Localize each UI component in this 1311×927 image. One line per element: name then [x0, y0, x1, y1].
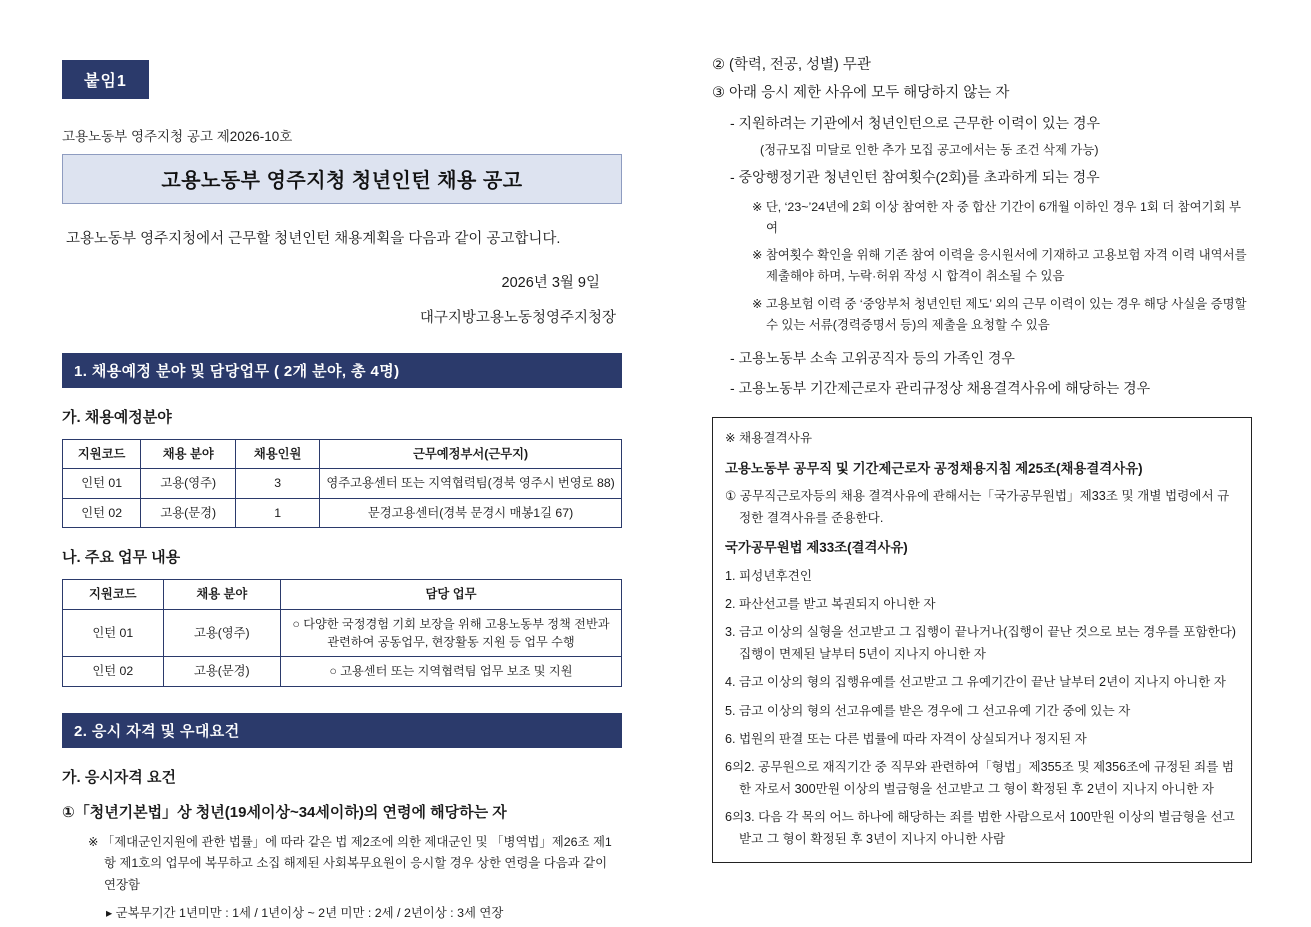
box-heading: ※ 채용결격사유: [725, 431, 813, 446]
issuing-organization: 대구지방고용노동청영주지청장: [419, 309, 616, 326]
qualification-item-1-subnote: ▸ 군복무기간 1년미만 : 1세 / 1년이상 ~ 2년 미만 : 2세 / 2년이상 : 3세 연장: [106, 905, 504, 920]
restriction-2: - 중앙행정기관 청년인턴 참여횟수(2회)를 초과하게 되는 경우: [730, 169, 1100, 186]
cell-duty: [280, 609, 621, 657]
col-header-code: 지원코드: [63, 580, 164, 609]
cell-count: 3: [236, 469, 320, 498]
section-1a-heading: 가. 채용예정분야: [62, 408, 172, 426]
qualification-item-1: ①「청년기본법」상 청년(19세이상~34세이하)의 연령에 해당하는 자: [62, 803, 507, 821]
section-2a-heading: 가. 응시자격 요건: [62, 768, 176, 786]
cell-count: 1: [236, 498, 320, 527]
duty-line: ○ 다양한 국정경험 기회 보장을 위해 고용노동부 정책 전반과: [292, 616, 610, 631]
cell-code: 인턴 02: [63, 498, 141, 527]
col-header-code: 지원코드: [63, 439, 141, 468]
section-1b-heading: 나. 주요 업무 내용: [62, 549, 181, 567]
cell-field: 고용(문경): [163, 657, 280, 686]
notice-date: 2026년 3월 9일: [501, 274, 600, 291]
box-paragraph-1: ① 공무직근로자등의 채용 결격사유에 관해서는「국가공무원법」제33조 및 개별 법령에서 규정한 결격사유를 준용한다.: [725, 489, 1230, 525]
cell-field: 고용(문경): [141, 498, 236, 527]
restriction-1-note: (정규모집 미달로 인한 추가 모집 공고에서는 동 조건 삭제 가능): [760, 142, 1099, 157]
box-list-item: 5. 금고 이상의 형의 선고유예를 받은 경우에 그 선고유예 기간 중에 있는 자: [725, 703, 1131, 718]
restriction-2-note-3: ※ 고용보험 이력 중 ‘중앙부처 청년인턴 제도’ 외의 근무 이력이 있는 경우 해당 사실을 증명할 수 있는 서류(경력증명서 등)의 제출을 요청할 수 있음: [752, 296, 1247, 332]
box-guideline-title: 고용노동부 공무직 및 기간제근로자 공정채용지침 제25조(채용결격사유): [725, 460, 1143, 476]
duty-line: ○ 고용센터 또는 지역협력팀 업무 보조 및 지원: [329, 664, 573, 679]
restriction-2-note-2: ※ 참여횟수 확인을 위해 기존 참여 이력을 응시원서에 기재하고 고용보험 자격 이력 내역서를 제출해야 하며, 누락·허위 작성 시 합격이 취소될 수 있음: [752, 248, 1247, 284]
col-header-field: 채용 분야: [163, 580, 280, 609]
left-column: [62, 60, 622, 924]
box-list-item: 1. 피성년후견인: [725, 568, 812, 583]
box-list-item: 3. 금고 이상의 실형을 선고받고 그 집행이 끝나거나(집행이 끝난 것으로 보는 경우를 포함한다) 집행이 면제된 날부터 5년이 지나지 아니한 자: [725, 625, 1237, 661]
section-1-heading: 1. 채용예정 분야 및 담당업무 ( 2개 분야, 총 4명): [62, 353, 622, 388]
box-list-item: 4. 금고 이상의 형의 집행유예를 선고받고 그 유예기간이 끝난 날부터 2년이 지나지 아니한 자: [725, 675, 1226, 690]
disqualification-box: [712, 417, 1252, 863]
cell-code: 인턴 01: [63, 469, 141, 498]
cell-code: 인턴 01: [63, 609, 164, 657]
cell-field: 고용(영주): [163, 609, 280, 657]
cell-code: 인턴 02: [63, 657, 164, 686]
restriction-1: - 지원하려는 기관에서 청년인턴으로 근무한 이력이 있는 경우: [730, 115, 1100, 132]
col-header-field: 채용 분야: [141, 439, 236, 468]
restriction-4: - 고용노동부 기간제근로자 관리규정상 채용결격사유에 해당하는 경우: [730, 379, 1151, 396]
col-header-duty: 담당 업무: [280, 580, 621, 609]
box-law-title: 국가공무원법 제33조(결격사유): [725, 540, 908, 556]
table-row: [63, 657, 622, 686]
duty-table: [62, 579, 622, 686]
table-header-row: [63, 439, 622, 468]
qualification-item-2: ② (학력, 전공, 성별) 무관: [712, 57, 871, 73]
cell-duty: [280, 657, 621, 686]
box-list-item: 6. 법원의 판결 또는 다른 법률에 따라 자격이 상실되거나 정지된 자: [725, 731, 1087, 746]
table-row: [63, 609, 622, 657]
page-title: 고용노동부 영주지청 청년인턴 채용 공고: [161, 170, 523, 192]
cell-workplace: 영주고용센터 또는 지역협력팀(경북 영주시 번영로 88): [320, 469, 622, 498]
document-title-box: [62, 154, 622, 204]
duty-line: 관련하여 공동업무, 현장활동 지원 등 업무 수행: [327, 634, 575, 649]
col-header-workplace: 근무예정부서(근무지): [320, 439, 622, 468]
notice-number: 고용노동부 영주지청 공고 제2026-10호: [62, 129, 293, 144]
cell-workplace: 문경고용센터(경북 문경시 매봉1길 67): [320, 498, 622, 527]
cell-field: 고용(영주): [141, 469, 236, 498]
qualification-item-3: ③ 아래 응시 제한 사유에 모두 해당하지 않는 자: [712, 84, 1010, 101]
qualification-item-1-note: ※ 「제대군인지원에 관한 법률」에 따라 같은 법 제2조에 의한 제대군인 및 「병역법」제26조 제1항 제1호의 업무에 복무하고 소집 해제된 사회복무요원이 응시할 경우 상한 연령을 다음과 같이 연장함: [88, 834, 612, 892]
restriction-2-note-1: ※ 단, ‘23~’24년에 2회 이상 참여한 자 중 합산 기간이 6개월 이하인 경우 1회 더 참여기회 부여: [752, 200, 1241, 236]
table-row: [63, 498, 622, 527]
box-list-item: 2. 파산선고를 받고 복권되지 아니한 자: [725, 596, 936, 611]
box-list-item: 6의2. 공무원으로 재직기간 중 직무와 관련하여「형법」제355조 및 제356조에 규정된 죄를 범한 자로서 300만원 이상의 벌금형을 선고받고 그 형이 확정된 후 2년이 지나지 아니한 자: [725, 760, 1235, 796]
box-list-item: 6의3. 다음 각 목의 어느 하나에 해당하는 죄를 범한 사람으로서 100만원 이상의 벌금형을 선고받고 그 형이 확정된 후 3년이 지나지 아니한 사람: [725, 810, 1235, 846]
section-2-heading: 2. 응시 자격 및 우대요건: [62, 713, 622, 748]
table-header-row: [63, 580, 622, 609]
recruitment-field-table: [62, 439, 622, 528]
attachment-badge: 붙임1: [62, 60, 149, 99]
table-row: [63, 469, 622, 498]
lead-paragraph: 고용노동부 영주지청에서 근무할 청년인턴 채용계획을 다음과 같이 공고합니다.: [66, 231, 561, 247]
right-column: [712, 52, 1252, 863]
restriction-3: - 고용노동부 소속 고위공직자 등의 가족인 경우: [730, 349, 1015, 366]
col-header-count: 채용인원: [236, 439, 320, 468]
